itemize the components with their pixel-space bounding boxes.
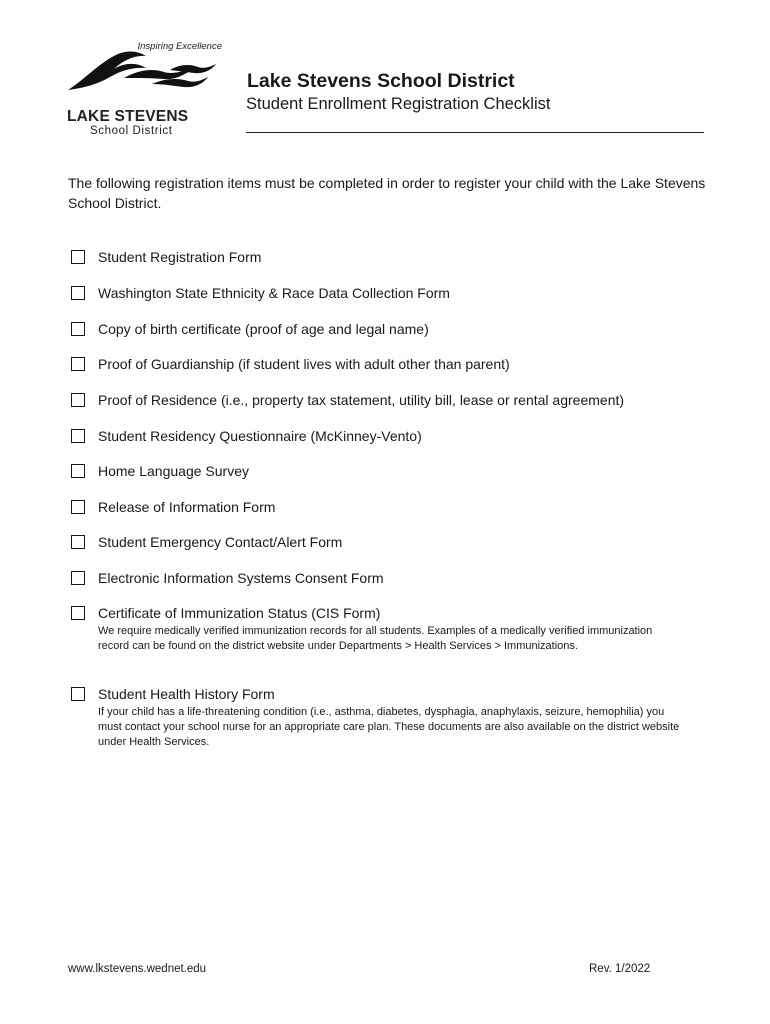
- intro-text: The following registration items must be completed in order to register your child with the Lake Stevens School District.: [68, 175, 706, 211]
- checkbox[interactable]: [71, 500, 85, 514]
- checklist-item-label: Proof of Guardianship (if student lives with adult other than parent): [98, 356, 510, 372]
- checklist-item-note: If your child has a life-threatening condition (i.e., asthma, diabetes, dysphagia, anaphylaxis, seizure, hemophilia) you must contact your school nurse for an appropriate care plan. These documents are also available on the district website under Health Services.: [98, 706, 680, 748]
- checklist-item-label: Electronic Information Systems Consent Form: [98, 570, 384, 586]
- footer-website: www.lkstevens.wednet.edu: [68, 963, 207, 975]
- footer-revision: Rev. 1/2022: [589, 963, 651, 975]
- checklist-item-label: Student Health History Form: [98, 686, 275, 702]
- checklist-item-label: Student Residency Questionnaire (McKinney-Vento): [98, 428, 422, 444]
- logo-subtitle: School District: [90, 125, 173, 137]
- checkbox[interactable]: [71, 606, 85, 620]
- checklist-item-label: Student Emergency Contact/Alert Form: [98, 534, 343, 550]
- checklist-item-label: Copy of birth certificate (proof of age and legal name): [98, 321, 429, 337]
- checkbox[interactable]: [71, 687, 85, 701]
- page-subtitle: Student Enrollment Registration Checklist: [246, 95, 551, 113]
- checkbox[interactable]: [71, 393, 85, 407]
- checklist-item-note: We require medically verified immunization records for all students. Examples of a medically verified immunization record can be found on the district website under Departments > Health Services > Immunizations.: [98, 625, 653, 652]
- checkbox[interactable]: [71, 464, 85, 478]
- checkbox[interactable]: [71, 250, 85, 264]
- header-divider: [246, 132, 704, 133]
- checklist-item-label: Certificate of Immunization Status (CIS Form): [98, 605, 381, 621]
- checklist-item-label: Home Language Survey: [98, 463, 249, 479]
- logo-tagline: Inspiring Excellence: [137, 41, 222, 52]
- page-title: Lake Stevens School District: [247, 70, 515, 92]
- checkbox[interactable]: [71, 322, 85, 336]
- checklist-item-label: Release of Information Form: [98, 499, 276, 515]
- checkbox[interactable]: [71, 357, 85, 371]
- checkbox[interactable]: [71, 535, 85, 549]
- checkbox[interactable]: [71, 429, 85, 443]
- checklist-item-label: Proof of Residence (i.e., property tax statement, utility bill, lease or rental agreement): [98, 392, 625, 408]
- district-logo: [66, 40, 226, 140]
- checkbox[interactable]: [71, 286, 85, 300]
- checkbox[interactable]: [71, 571, 85, 585]
- logo-name: LAKE STEVENS: [67, 108, 189, 125]
- checklist-item-label: Washington State Ethnicity & Race Data Collection Form: [98, 285, 450, 301]
- checklist-item-label: Student Registration Form: [98, 249, 262, 265]
